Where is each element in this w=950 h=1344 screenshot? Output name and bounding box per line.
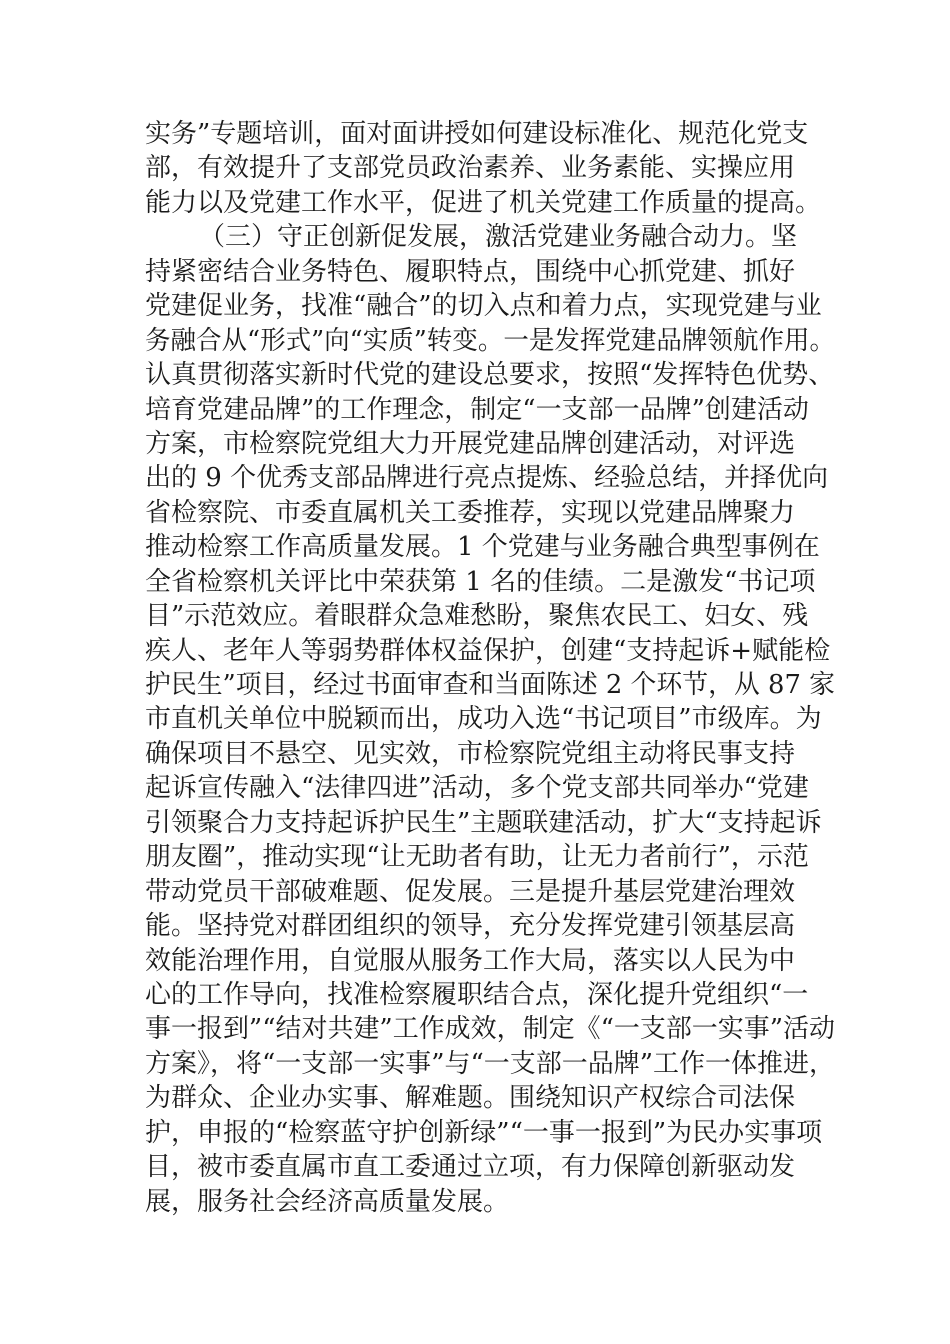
text-line: 引领聚合力支持起诉护民生”主题联建活动，扩大“支持起诉 bbox=[145, 807, 822, 838]
text-line: 确保项目不悬空、见实效，市检察院党组主动将民事支持 bbox=[145, 738, 796, 769]
text-line: 效能治理作用，自觉服从服务工作大局，落实以人民为中 bbox=[145, 945, 796, 976]
text-line: 持紧密结合业务特色、履职特点，围绕中心抓党建、抓好 bbox=[145, 256, 796, 287]
text-line: 朋友圈”，推动实现“让无助者有助，让无力者前行”，示范 bbox=[145, 842, 809, 873]
text-line: 起诉宣传融入“法律四进”活动，多个党支部共同举办“党建 bbox=[145, 773, 809, 804]
text-line: 带动党员干部破难题、促发展。三是提升基层党建治理效 bbox=[145, 876, 796, 907]
text-line: 党建促业务，找准“融合”的切入点和着力点，实现党建与业 bbox=[145, 291, 822, 322]
section-heading-line: （三）守正创新促发展，激活党建业务融合动力。坚 bbox=[199, 222, 798, 253]
text-line: 全省检察机关评比中荣获第 1 名的佳绩。二是激发“书记项 bbox=[145, 566, 816, 597]
text-line: 心的工作导向，找准检察履职结合点，深化提升党组织“一 bbox=[145, 979, 809, 1010]
text-line: 实务”专题培训，面对面讲授如何建设标准化、规范化党支 bbox=[145, 119, 809, 149]
text-line: 认真贯彻落实新时代党的建设总要求，按照“发挥特色优势、 bbox=[145, 360, 835, 391]
text-line: 部，有效提升了支部党员政治素养、业务素能、实操应用 bbox=[145, 153, 796, 184]
text-line: 方案，市检察院党组大力开展党建品牌创建活动，对评选 bbox=[145, 428, 796, 459]
text-line: 展，服务社会经济高质量发展。 bbox=[145, 1186, 510, 1217]
text-line: 出的 9 个优秀支部品牌进行亮点提炼、经验总结，并择优向 bbox=[145, 463, 829, 494]
text-line: 市直机关单位中脱颖而出，成功入选“书记项目”市级库。为 bbox=[145, 704, 822, 735]
text-line: 培育党建品牌”的工作理念，制定“一支部一品牌”创建活动 bbox=[145, 394, 809, 425]
text-line: 目”示范效应。着眼群众急难愁盼，聚焦农民工、妇女、残 bbox=[145, 601, 809, 632]
text-line: 目，被市委直属市直工委通过立项，有力保障创新驱动发 bbox=[145, 1152, 796, 1183]
text-line: 省检察院、市委直属机关工委推荐，实现以党建品牌聚力 bbox=[145, 497, 796, 528]
text-line: 务融合从“形式”向“实质”转变。一是发挥党建品牌领航作用。 bbox=[145, 325, 835, 356]
text-line: 疾人、老年人等弱势群体权益保护，创建“支持起诉+赋能检 bbox=[145, 635, 831, 666]
text-line: 方案》，将“一支部一实事”与“一支部一品牌”工作一体推进， bbox=[145, 1048, 835, 1079]
text-line: 护，申报的“检察蓝守护创新绿”“一事一报到”为民办实事项 bbox=[145, 1117, 823, 1148]
text-line: 护民生”项目，经过书面审查和当面陈述 2 个环节，从 87 家 bbox=[145, 670, 835, 700]
text-line: 事一报到”“结对共建”工作成效，制定《“一支部一实事”活动 bbox=[145, 1014, 835, 1045]
text-line: 为群众、企业办实事、解难题。围绕知识产权综合司法保 bbox=[145, 1083, 796, 1114]
text-line: 能力以及党建工作水平，促进了机关党建工作质量的提高。 bbox=[145, 187, 822, 218]
text-line: 能。坚持党对群团组织的领导，充分发挥党建引领基层高 bbox=[145, 911, 796, 942]
body-text bbox=[145, 117, 835, 1219]
text-line: 推动检察工作高质量发展。1 个党建与业务融合典型事例在 bbox=[145, 532, 820, 563]
